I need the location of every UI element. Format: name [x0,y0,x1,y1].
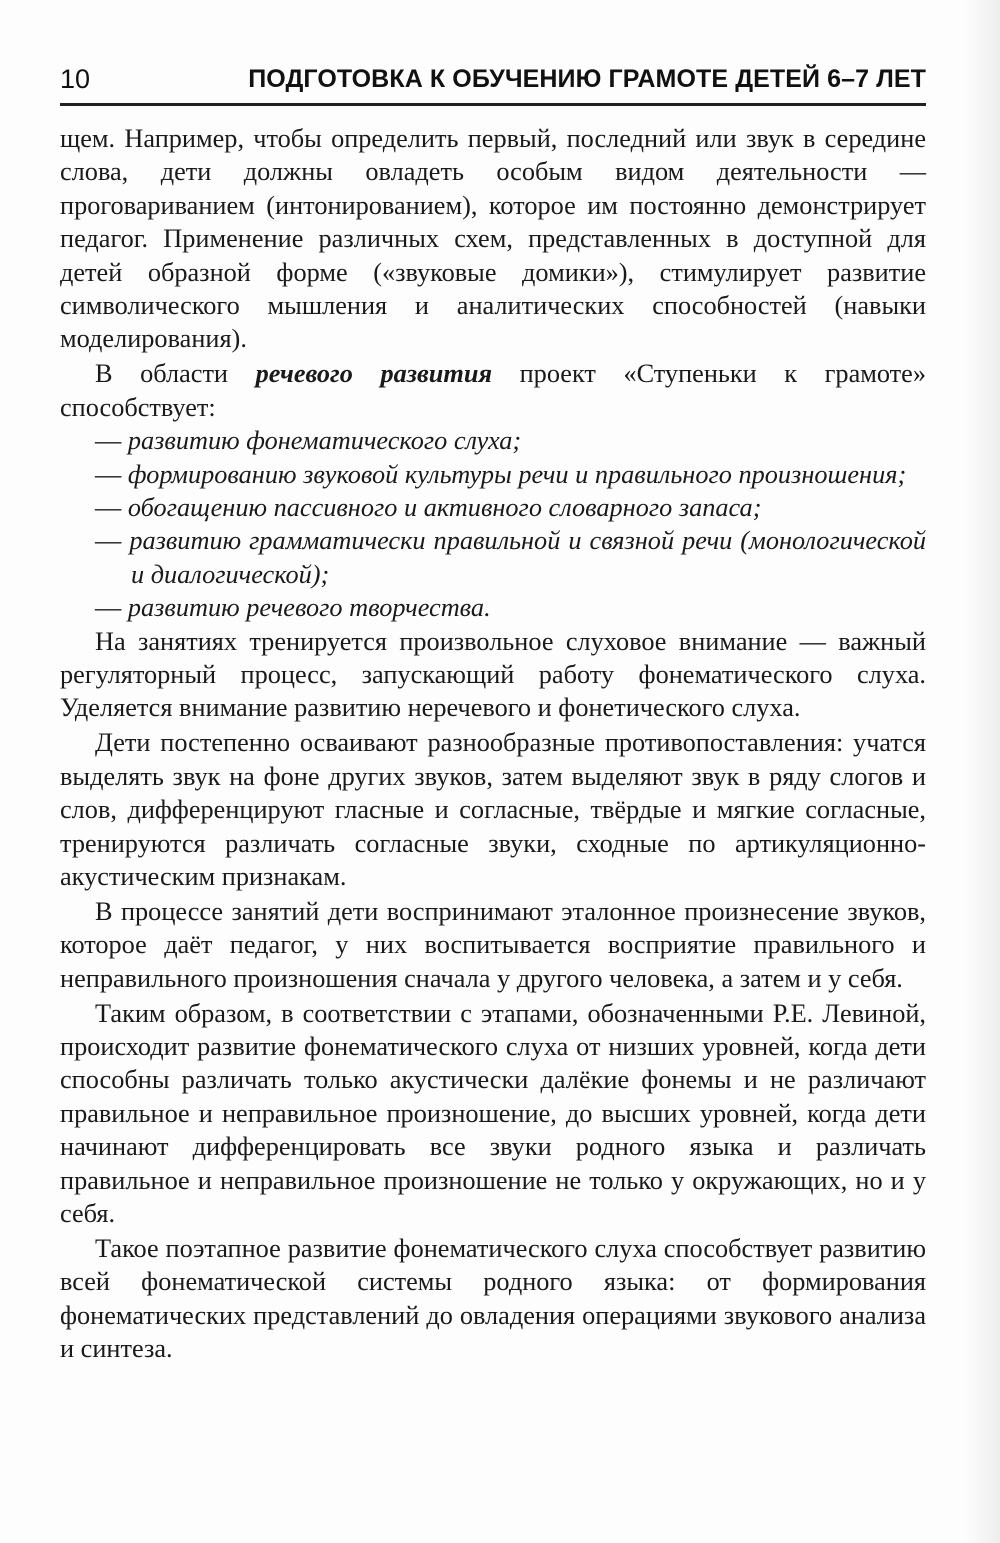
page-edge-shadow [964,0,1000,1543]
text-body [60,122,926,1366]
paragraph-5: В процессе занятий дети воспринимают эталонное произнесение звуков, которое даёт педагог, у них воспитывается восприятие правильного и неправильного произношения сначала у другого человека, а затем и у себя. [60,896,926,993]
list-dash: — [95,593,122,623]
header-rule [60,103,926,106]
list-dash: — [95,459,122,489]
list-dash: — [95,426,122,456]
paragraph-1: щем. Например, чтобы определить первый, последний или звук в середине слова, дети должны овладеть особым видом деятельности — проговариванием (интонированием), которое им постоянно демонстрирует педагог. Применение различных схем, представленных в доступной для детей образной форме («звуковые домики»), стимулирует развитие символического мышления и аналитических способностей (навыки моделирования). [60,124,926,354]
paragraph-4: Дети постепенно осваивают разнообразные противопоставления: учатся выделять звук на фоне других звуков, затем выделяют звук в ряду слогов и слов, дифференцируют гласные и согласные, твёрдые и мягкие согласные, тренируются различать согласные звуки, сходные по артикуляционно-акустическим признакам. [60,728,926,891]
list-item-text: обогащению пассивного и активного словарного запаса; [127,492,762,522]
list-dash: — [95,526,122,556]
paragraph-2-end: проект «Ступеньки к грамоте» способствует: [60,359,926,422]
page-header [60,62,926,96]
running-title: ПОДГОТОВКА К ОБУЧЕНИЮ ГРАМОТЕ ДЕТЕЙ 6–7 ЛЕТ [248,65,926,93]
paragraph-6: Таким образом, в соответствии с этапами, обозначенными Р.Е. Левиной, происходит развитие фонематического слуха от низших уровней, когда дети способны различать только акустически далёкие фонемы и не различают правильное и неправильное произношение, до высших уровней, когда дети начинают дифференцировать все звуки родного языка и различать правильное и неправильное произношение не только у окружающих, но и у себя. [60,998,926,1228]
list-item [60,524,926,591]
page-number: 10 [60,64,91,94]
list-item [60,491,926,524]
list-item-text: формированию звуковой культуры речи и правильного произношения; [127,459,907,489]
speech-development-term: речевого развития [255,359,493,389]
paragraph-2 [60,357,926,424]
speech-goals-list [60,424,926,624]
paragraph-7: Такое поэтапное развитие фонематического слуха способствует развитию всей фонематической системы родного языка: от формирования фонематических представлений до овладения операциями звукового анализа и синтеза. [60,1233,926,1364]
paragraph-3: На занятиях тренируется произвольное слуховое внимание — важный регуляторный процесс, запускающий работу фонематического слуха. Уделяется внимание развитию неречевого и фонетического слуха. [60,626,926,723]
list-item-text: развитию речевого творчества. [127,593,491,623]
list-item [60,591,926,624]
paragraph-2-start: В области [95,359,256,389]
list-dash: — [95,492,122,522]
list-item-text: развитию грамматически правильной и связной речи (монологической и диалогической); [129,526,927,589]
list-item [60,424,926,457]
list-item [60,458,926,491]
list-item-text: развитию фонематического слуха; [127,426,522,456]
